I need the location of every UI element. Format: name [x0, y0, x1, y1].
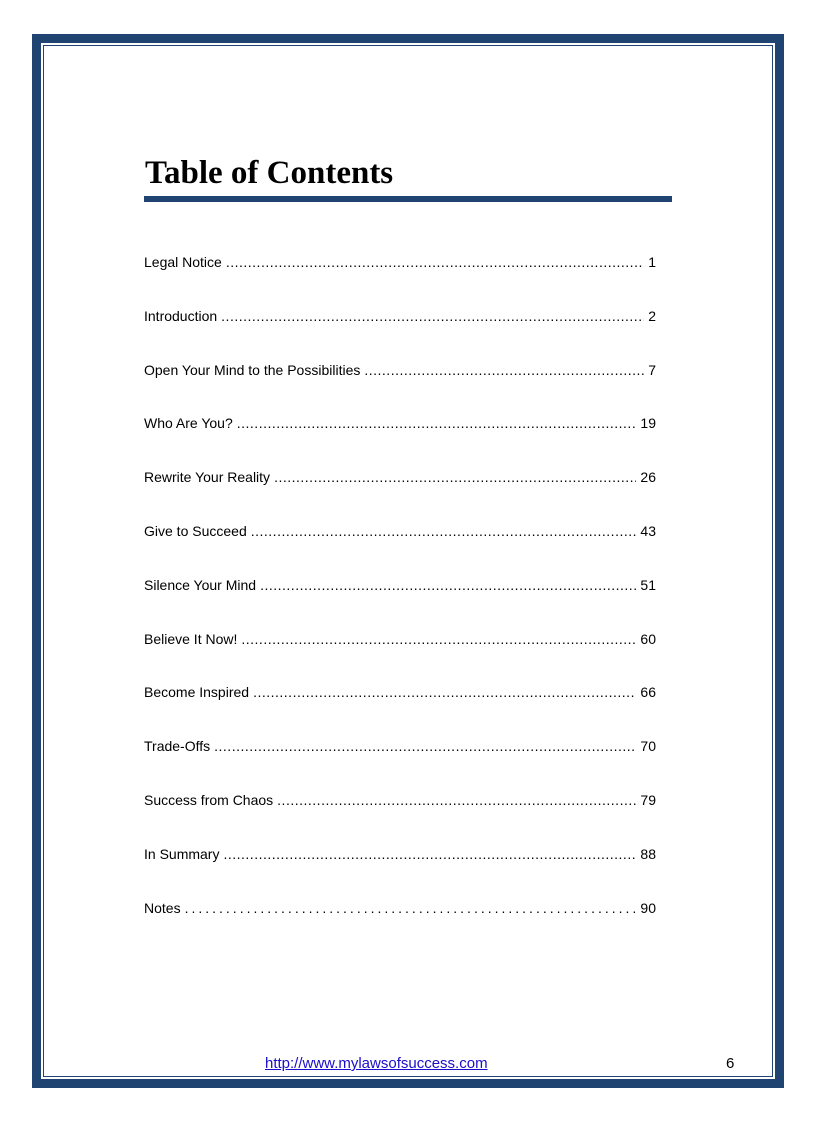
toc-entry-open-your-mind[interactable]: [144, 362, 656, 416]
toc-entry-page: 7: [648, 361, 656, 378]
toc-entry-page: 51: [640, 576, 656, 593]
toc-entry-success-from-chaos[interactable]: [144, 792, 656, 846]
toc-entry-label: Believe It Now!: [144, 630, 238, 647]
toc-dot-leader: [237, 415, 637, 431]
toc-dot-leader: [214, 738, 636, 754]
toc-entry-page: 90: [640, 899, 656, 916]
toc-entry-page: 70: [640, 738, 656, 755]
toc-entry-rewrite-your-reality[interactable]: [144, 469, 656, 523]
toc-dot-leader: [221, 308, 644, 324]
toc-dot-leader: [253, 684, 636, 700]
toc-entry-label: Silence Your Mind: [144, 576, 257, 593]
toc-entry-label: Open Your Mind to the Possibilities: [144, 361, 361, 378]
toc-entry-page: 1: [648, 254, 656, 270]
toc-entry-label: In Summary: [144, 845, 220, 862]
toc-entry-silence-your-mind[interactable]: [144, 577, 656, 631]
toc-dot-leader: [241, 631, 636, 647]
toc-entry-label: Legal Notice: [144, 254, 222, 270]
toc-dot-leader: [277, 792, 636, 808]
toc-entry-label: Rewrite Your Reality: [144, 469, 271, 486]
toc-entry-become-inspired[interactable]: [144, 684, 656, 738]
toc-entry-give-to-succeed[interactable]: [144, 523, 656, 577]
toc-entry-believe-it-now[interactable]: [144, 631, 656, 685]
toc-entry-notes[interactable]: [144, 900, 656, 954]
toc-entry-page: 43: [640, 522, 656, 539]
toc-entry-legal-notice[interactable]: [144, 254, 656, 308]
toc-dot-leader: [274, 469, 636, 485]
toc-dot-leader: [260, 577, 636, 593]
toc-dot-leader: [185, 900, 637, 916]
toc-entry-label: Notes: [144, 899, 181, 916]
toc-dot-leader: [223, 846, 636, 862]
toc-entry-label: Give to Succeed: [144, 522, 247, 539]
toc-entry-introduction[interactable]: [144, 308, 656, 362]
toc-entry-label: Introduction: [144, 307, 218, 324]
toc-entry-page: 66: [640, 684, 656, 701]
toc-dot-leader: [251, 523, 637, 539]
toc-entry-label: Trade-Offs: [144, 738, 211, 755]
toc-entry-label: Who Are You?: [144, 415, 233, 432]
toc-entry-who-are-you[interactable]: [144, 415, 656, 469]
page-title: Table of Contents: [145, 155, 394, 191]
title-underline: [144, 196, 672, 202]
footer-website-link[interactable]: http://www.mylawsofsuccess.com: [265, 1055, 488, 1072]
toc-entry-page: 26: [640, 469, 656, 486]
toc-entry-in-summary[interactable]: [144, 846, 656, 900]
toc-entry-label: Success from Chaos: [144, 791, 274, 808]
toc-entry-page: 2: [648, 307, 656, 324]
toc-dot-leader: [226, 254, 644, 270]
toc-dot-leader: [364, 362, 644, 378]
toc-entry-page: 88: [640, 845, 656, 862]
toc-entry-trade-offs[interactable]: [144, 738, 656, 792]
toc-entry-page: 60: [640, 630, 656, 647]
toc-entry-page: 19: [640, 415, 656, 432]
page-number: 6: [726, 1055, 735, 1072]
table-of-contents: [144, 254, 656, 953]
toc-entry-page: 79: [640, 791, 656, 808]
toc-entry-label: Become Inspired: [144, 684, 250, 701]
